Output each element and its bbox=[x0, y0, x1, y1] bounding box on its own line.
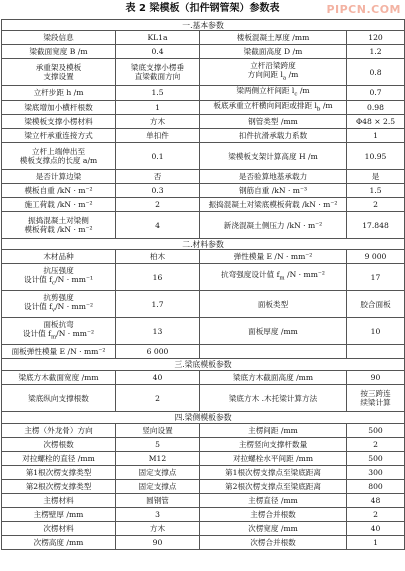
param-label: 次楞材料 bbox=[2, 522, 116, 536]
param-value: 梁底支撑小楞垂 直梁截面方向 bbox=[116, 59, 200, 86]
table-row bbox=[2, 318, 405, 345]
param-value: KL1a bbox=[116, 31, 200, 45]
param-value: 9 000 bbox=[347, 250, 405, 264]
table-row bbox=[2, 494, 405, 508]
param-label: 梁底方木 .木托梁计算方法 bbox=[200, 385, 347, 412]
param-value: 4 bbox=[116, 212, 200, 239]
param-label: 抗压强度 设计值 $f_c/N \cdot mm^{-1}$ bbox=[2, 264, 116, 291]
param-value: 2 bbox=[116, 198, 200, 212]
table-row bbox=[2, 184, 405, 198]
param-value: 1.7 bbox=[116, 291, 200, 318]
param-value: 10 bbox=[347, 318, 405, 345]
param-label: 主楞壁厚 /mm bbox=[2, 508, 116, 522]
param-value: 柏木 bbox=[116, 250, 200, 264]
param-label: 面板厚度 /mm bbox=[200, 318, 347, 345]
param-value: 1 bbox=[347, 129, 405, 143]
param-value: 1.5 bbox=[347, 184, 405, 198]
param-label: 第2根次楞支撑类型 bbox=[2, 480, 116, 494]
param-value: 2 bbox=[347, 438, 405, 452]
param-value: 6 000 bbox=[116, 345, 200, 359]
param-value: 90 bbox=[116, 536, 200, 550]
param-label: 钢管类型 /mm bbox=[200, 115, 347, 129]
param-value: 固定支撑点 bbox=[116, 466, 200, 480]
param-label: 梁底方木截面宽度 /mm bbox=[2, 371, 116, 385]
param-label: 梁截面宽度 B /m bbox=[2, 45, 116, 59]
param-value: 90 bbox=[347, 371, 405, 385]
param-label: 主楞间距 /mm bbox=[200, 424, 347, 438]
section-heading: 三.梁底模板参数 bbox=[2, 359, 405, 371]
param-value: 1.5 bbox=[116, 86, 200, 101]
table-row bbox=[2, 45, 405, 59]
parameter-table bbox=[1, 19, 405, 550]
param-value: 40 bbox=[116, 371, 200, 385]
section-heading-row bbox=[2, 239, 405, 250]
param-value: Φ48 × 2.5 bbox=[347, 115, 405, 129]
param-value: 300 bbox=[347, 466, 405, 480]
param-label: 面板类型 bbox=[200, 291, 347, 318]
param-value: 2 bbox=[347, 508, 405, 522]
param-label: 梁模板支撑小楞材料 bbox=[2, 115, 116, 129]
param-label: 主楞竖向支撑杆数量 bbox=[200, 438, 347, 452]
param-label: 是否计算边梁 bbox=[2, 170, 116, 184]
param-label: 主楞（外龙骨）方向 bbox=[2, 424, 116, 438]
param-value: 竖向设置 bbox=[116, 424, 200, 438]
param-value: 1 bbox=[116, 100, 200, 115]
table-row bbox=[2, 86, 405, 101]
param-label bbox=[200, 345, 347, 359]
param-value: 圆钢管 bbox=[116, 494, 200, 508]
param-label: 对拉螺栓水平间距 /mm bbox=[200, 452, 347, 466]
param-value: 方木 bbox=[116, 522, 200, 536]
table-row bbox=[2, 385, 405, 412]
param-value: 单扣件 bbox=[116, 129, 200, 143]
table-row bbox=[2, 424, 405, 438]
table-row bbox=[2, 508, 405, 522]
param-label: 抗弯强度设计值 $f_m$ /N · mm⁻² bbox=[200, 264, 347, 291]
param-value: 500 bbox=[347, 424, 405, 438]
section-heading: 四.梁侧模板参数 bbox=[2, 412, 405, 424]
table-row bbox=[2, 466, 405, 480]
param-label: 梁段信息 bbox=[2, 31, 116, 45]
table-row bbox=[2, 198, 405, 212]
param-label: 立杆上端伸出至 模板支撑点的长度 a/m bbox=[2, 143, 116, 170]
table-row bbox=[2, 129, 405, 143]
section-heading: 二.材料参数 bbox=[2, 239, 405, 250]
param-value: 13 bbox=[116, 318, 200, 345]
section-heading-row bbox=[2, 359, 405, 371]
param-label: 是否验算地基承载力 bbox=[200, 170, 347, 184]
param-value: 800 bbox=[347, 480, 405, 494]
param-value: 40 bbox=[347, 522, 405, 536]
table-row bbox=[2, 59, 405, 86]
param-label: 抗剪强度 设计值 $f_v/N \cdot mm^{-2}$ bbox=[2, 291, 116, 318]
param-label: 主楞合并根数 bbox=[200, 508, 347, 522]
table-row bbox=[2, 100, 405, 115]
table-row bbox=[2, 480, 405, 494]
param-label: 振捣混凝土对梁底模板荷载 /kN · m⁻² bbox=[200, 198, 347, 212]
param-label: 梁模板支架计算高度 H /m bbox=[200, 143, 347, 170]
param-label: 梁底方木截面高度 /mm bbox=[200, 371, 347, 385]
param-label: 主楞直径 /mm bbox=[200, 494, 347, 508]
table-row bbox=[2, 438, 405, 452]
param-value: M12 bbox=[116, 452, 200, 466]
param-value: 16 bbox=[116, 264, 200, 291]
param-value: 2 bbox=[116, 385, 200, 412]
param-value: 10.95 bbox=[347, 143, 405, 170]
param-label: 第2根次楞支撑点至梁底距离 bbox=[200, 480, 347, 494]
section-heading-row bbox=[2, 20, 405, 31]
param-label: 木材品种 bbox=[2, 250, 116, 264]
param-label: 面板抗弯 设计值 $f_m/N \cdot mm^{-2}$ bbox=[2, 318, 116, 345]
param-label: 施工荷载 /kN · m⁻² bbox=[2, 198, 116, 212]
param-label: 面板弹性模量 E /N · mm⁻² bbox=[2, 345, 116, 359]
param-value: 1.2 bbox=[347, 45, 405, 59]
param-label: 楼板混凝土厚度 /mm bbox=[200, 31, 347, 45]
param-label: 扣件抗滑承载力系数 bbox=[200, 129, 347, 143]
param-label: 钢筋自重 /kN · m⁻³ bbox=[200, 184, 347, 198]
table-row bbox=[2, 31, 405, 45]
table-row bbox=[2, 522, 405, 536]
param-label: 次楞宽度 /mm bbox=[200, 522, 347, 536]
param-value: 120 bbox=[347, 31, 405, 45]
watermark: PIPCN.COM bbox=[326, 3, 401, 16]
param-label: 梁立杆承重连接方式 bbox=[2, 129, 116, 143]
param-value: 0.1 bbox=[116, 143, 200, 170]
section-heading-row bbox=[2, 412, 405, 424]
param-value: 0.7 bbox=[347, 86, 405, 101]
param-label: 第1根次楞支撑类型 bbox=[2, 466, 116, 480]
table-row bbox=[2, 345, 405, 359]
param-value: 500 bbox=[347, 452, 405, 466]
table-row bbox=[2, 452, 405, 466]
param-value: 48 bbox=[347, 494, 405, 508]
table-title: 表 2 梁模板（扣件钢管架）参数表 bbox=[125, 3, 280, 14]
table-row bbox=[2, 371, 405, 385]
param-value: 固定支撑点 bbox=[116, 480, 200, 494]
table-row bbox=[2, 250, 405, 264]
param-value: 0.4 bbox=[116, 45, 200, 59]
param-label: 第1根次楞支撑点至梁底距离 bbox=[200, 466, 347, 480]
param-value: 胶合面板 bbox=[347, 291, 405, 318]
table-row bbox=[2, 291, 405, 318]
param-label: 新浇混凝土侧压力 /kN · m⁻² bbox=[200, 212, 347, 239]
section-heading: 一.基本参数 bbox=[2, 20, 405, 31]
param-label: 振捣混凝土对梁侧 模板荷载 /kN · m⁻² bbox=[2, 212, 116, 239]
table-row bbox=[2, 170, 405, 184]
param-label: 次楞高度 /mm bbox=[2, 536, 116, 550]
param-label: 梁底纵向支撑根数 bbox=[2, 385, 116, 412]
param-value bbox=[347, 345, 405, 359]
param-value: 1 bbox=[347, 536, 405, 550]
table-row bbox=[2, 212, 405, 239]
param-value: 5 bbox=[116, 438, 200, 452]
param-label: 梁底增加小横杆根数 bbox=[2, 100, 116, 115]
param-value: 0.98 bbox=[347, 100, 405, 115]
param-value: 17 bbox=[347, 264, 405, 291]
param-value: 0.3 bbox=[116, 184, 200, 198]
param-label: 主楞材料 bbox=[2, 494, 116, 508]
table-row bbox=[2, 264, 405, 291]
param-value: 3 bbox=[116, 508, 200, 522]
param-value: 2 bbox=[347, 198, 405, 212]
param-label: 次楞根数 bbox=[2, 438, 116, 452]
table-row bbox=[2, 536, 405, 550]
param-value: 方木 bbox=[116, 115, 200, 129]
param-label: 梁截面高度 D /m bbox=[200, 45, 347, 59]
param-label: 弹性模量 E /N · mm⁻² bbox=[200, 250, 347, 264]
param-label: 板底承重立杆横向间距或排距 $l_b$ /m bbox=[200, 100, 347, 115]
param-label: 模板自重 /kN · m⁻² bbox=[2, 184, 116, 198]
param-label: 次楞合并根数 bbox=[200, 536, 347, 550]
table-row bbox=[2, 143, 405, 170]
param-label: 梁两侧立杆间距 $l_c$ /m bbox=[200, 86, 347, 101]
param-label: 对拉螺栓的直径 /mm bbox=[2, 452, 116, 466]
param-label: 承重架及模板 支撑设置 bbox=[2, 59, 116, 86]
param-value: 0.8 bbox=[347, 59, 405, 86]
param-value: 是 bbox=[347, 170, 405, 184]
param-label: 立杆步距 h /m bbox=[2, 86, 116, 101]
table-row bbox=[2, 115, 405, 129]
param-value: 17.848 bbox=[347, 212, 405, 239]
param-value: 按三跨连 续梁计算 bbox=[347, 385, 405, 412]
param-label: 立杆沿梁跨度 方向间距 $l_a$ /m bbox=[200, 59, 347, 86]
param-value: 否 bbox=[116, 170, 200, 184]
